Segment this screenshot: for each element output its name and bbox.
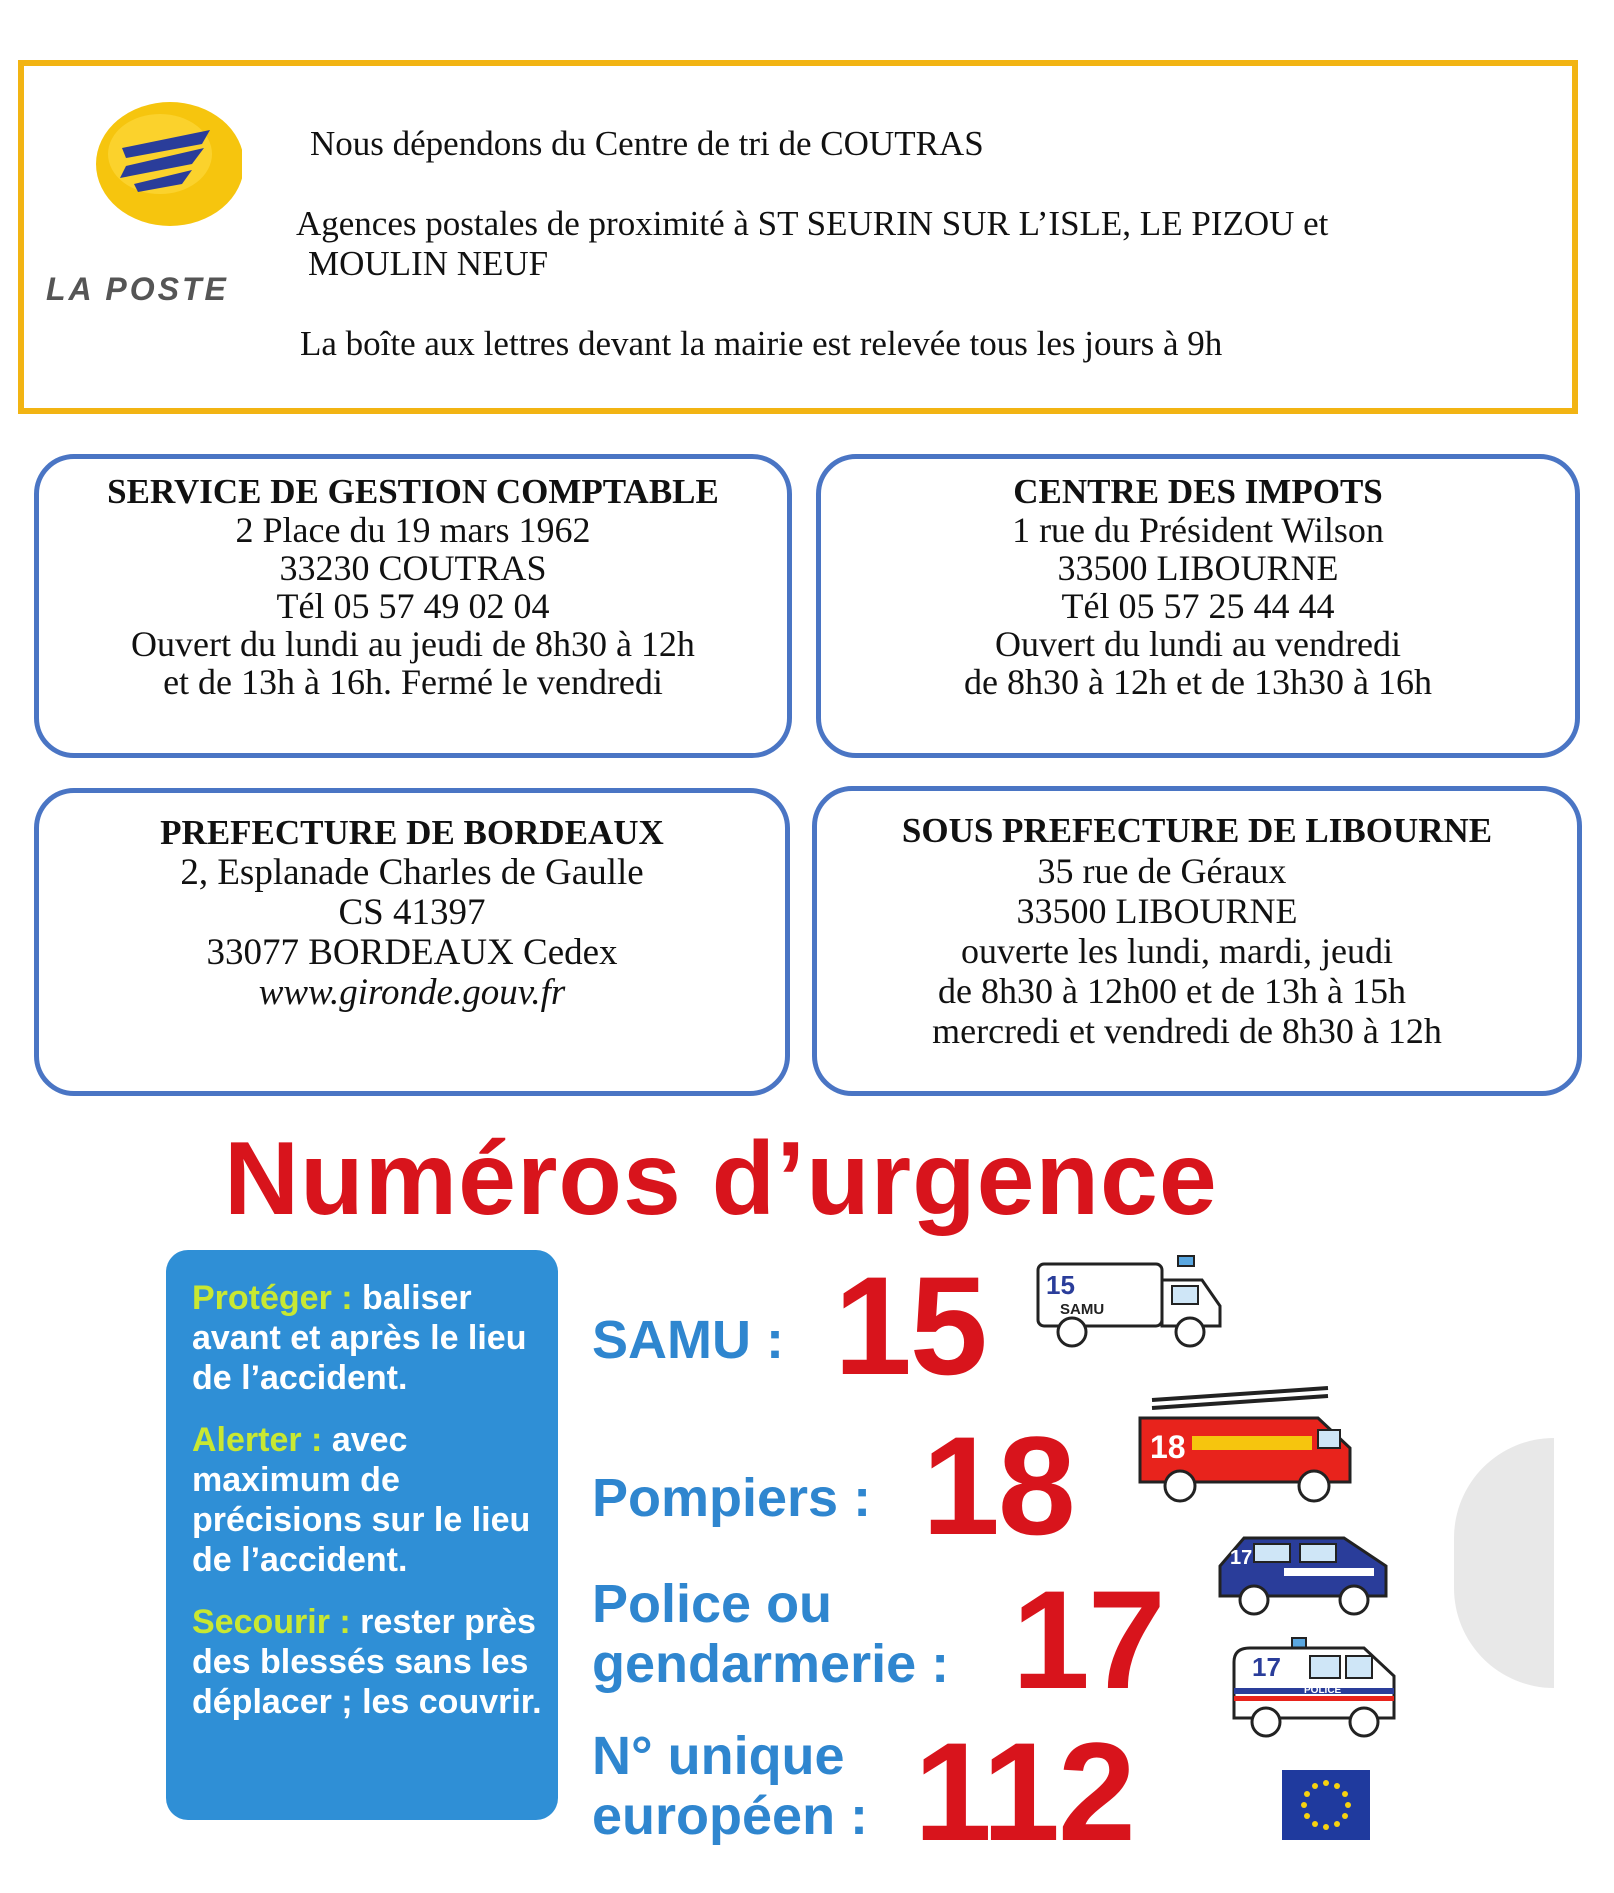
impots-hours-2: de 8h30 à 12h et de 13h30 à 16h: [964, 662, 1432, 702]
svg-text:18: 18: [1150, 1429, 1186, 1465]
impots-title: CENTRE DES IMPOTS: [1013, 472, 1383, 511]
sous-prefecture-title: SOUS PREFECTURE DE LIBOURNE: [901, 811, 1493, 850]
impots-address: 1 rue du Président Wilson: [1012, 510, 1384, 550]
prefecture-box: [34, 788, 790, 1096]
sous-prefecture-address: 35 rue de Géraux: [1037, 851, 1287, 891]
emergency-numbers-poster: [134, 1120, 1454, 1870]
svg-text:17: 17: [1252, 1652, 1281, 1682]
safety-instructions-panel: [166, 1250, 558, 1820]
impots-city: 33500 LIBOURNE: [1057, 548, 1339, 588]
emergency-title: Numéros d’urgence: [224, 1121, 1218, 1237]
gestion-hours: Ouvert du lundi au jeudi de 8h30 à 12h: [131, 624, 695, 664]
gestion-comptable-box: [34, 454, 792, 758]
ambulance-icon: [1032, 1244, 1232, 1354]
gestion-city: 33230 COUTRAS: [279, 548, 547, 588]
police-number: 17: [1012, 1561, 1164, 1718]
police-label-line1: Police ou: [592, 1574, 833, 1634]
prefecture-city: 33077 BORDEAUX Cedex: [206, 932, 618, 973]
prefecture-website-link[interactable]: www.gironde.gouv.fr: [258, 972, 566, 1013]
police-label-line2: gendarmerie :: [592, 1634, 950, 1694]
police-van-icon: [1224, 1632, 1404, 1742]
la-poste-logo-icon: [42, 86, 242, 286]
prefecture-title: PREFECTURE DE BORDEAUX: [160, 813, 664, 852]
europe-label-line2: européen :: [592, 1786, 869, 1846]
sous-prefecture-hours-2: mercredi et vendredi de 8h30 à 12h: [932, 1011, 1442, 1051]
sous-prefecture-hours: de 8h30 à 12h00 et de 13h à 15h: [938, 971, 1406, 1011]
centre-impots-box: [816, 454, 1580, 758]
prefecture-address: 2, Esplanade Charles de Gaulle: [180, 852, 644, 893]
fire-truck-icon: [1132, 1378, 1362, 1503]
decorative-grey-shape: [1454, 1438, 1554, 1688]
svg-text:POLICE: POLICE: [1304, 1685, 1342, 1696]
prefecture-cs: CS 41397: [338, 892, 486, 933]
sous-prefecture-city: 33500 LIBOURNE: [1016, 891, 1298, 931]
poste-centre-tri: Nous dépendons du Centre de tri de COUTRAS: [310, 124, 984, 163]
svg-text:SAMU: SAMU: [1060, 1301, 1105, 1318]
europe-label-line1: N° unique: [592, 1726, 845, 1786]
europe-number: 112: [914, 1713, 1134, 1870]
poste-agences-line1: Agences postales de proximité à ST SEURIN SUR L’ISLE, LE PIZOU et: [296, 204, 1329, 243]
gestion-address: 2 Place du 19 mars 1962: [235, 510, 591, 550]
gendarmerie-car-icon: [1214, 1516, 1394, 1616]
impots-hours: Ouvert du lundi au vendredi: [995, 624, 1401, 664]
eu-flag-icon: [1282, 1770, 1370, 1840]
la-poste-box: [18, 60, 1578, 414]
poste-boite-lettres: La boîte aux lettres devant la mairie est relevée tous les jours à 9h: [300, 324, 1223, 363]
impots-phone: Tél 05 57 25 44 44: [1061, 586, 1335, 626]
sous-prefecture-box: [812, 786, 1582, 1096]
svg-text:15: 15: [1046, 1270, 1075, 1300]
gestion-hours-2: et de 13h à 16h. Fermé le vendredi: [163, 662, 663, 702]
gestion-phone: Tél 05 57 49 02 04: [276, 586, 550, 626]
samu-number: 15: [834, 1247, 986, 1404]
sous-prefecture-days: ouverte les lundi, mardi, jeudi: [961, 931, 1393, 971]
pompiers-number: 18: [922, 1407, 1074, 1564]
svg-text:17: 17: [1230, 1547, 1253, 1569]
instruction-secourir: Secourir : rester près des blessés sans les déplacer ; les couvrir.: [192, 1603, 542, 1721]
instruction-alerter: Alerter : avec maximum de précisions sur le lieu de l’accident.: [192, 1421, 531, 1579]
samu-label: SAMU :: [592, 1310, 784, 1370]
poste-agences-line2: MOULIN NEUF: [308, 244, 549, 283]
pompiers-label: Pompiers :: [592, 1468, 872, 1528]
instruction-proteger: Protéger : baliser avant et après le lieu de l’accident.: [192, 1279, 527, 1397]
la-poste-wordmark: LA POSTE: [46, 271, 229, 307]
gestion-title: SERVICE DE GESTION COMPTABLE: [107, 472, 719, 511]
